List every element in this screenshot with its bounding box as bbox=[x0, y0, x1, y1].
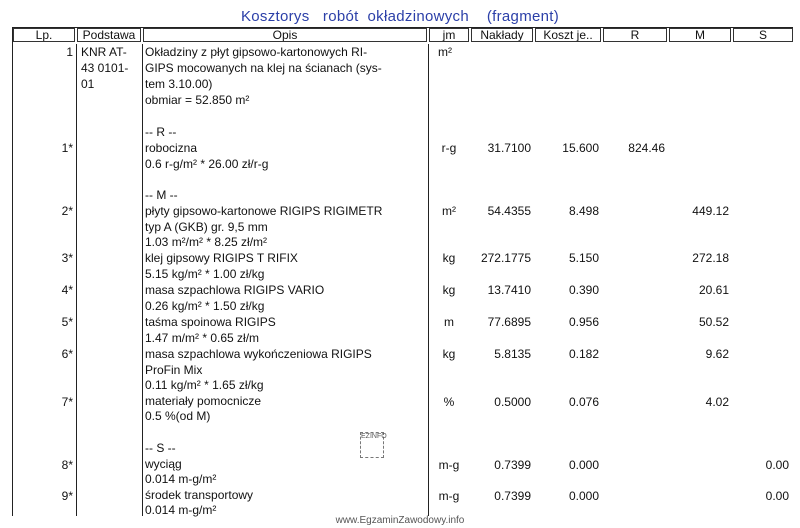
estimate-table bbox=[12, 27, 793, 516]
row-name-cont: ProFin Mix bbox=[145, 363, 203, 377]
row-koszt: 0.000 bbox=[568, 458, 599, 472]
row-naklady: 0.7399 bbox=[494, 458, 531, 472]
row-m: 9.62 bbox=[705, 347, 729, 361]
position-lp: 1 bbox=[66, 45, 73, 59]
position-podstawa-line: 43 0101- bbox=[81, 61, 129, 75]
row-jm: m² bbox=[442, 204, 456, 218]
row-name: masa szpachlowa RIGIPS VARIO bbox=[145, 283, 325, 297]
column-divider bbox=[142, 44, 143, 516]
row-naklady: 54.4355 bbox=[487, 204, 531, 218]
row-koszt: 0.390 bbox=[568, 283, 599, 297]
row-lp: 8* bbox=[61, 458, 73, 472]
row-lp: 2* bbox=[61, 204, 73, 218]
header-koszt: Koszt je.. bbox=[535, 28, 601, 42]
row-norm: 0.014 m-g/m² bbox=[145, 472, 217, 486]
footer-url: www.EgzaminZawodowy.info bbox=[335, 515, 465, 526]
table-header bbox=[13, 28, 793, 44]
row-lp: 6* bbox=[61, 347, 73, 361]
header-s: S bbox=[733, 28, 793, 42]
row-norm: 5.15 kg/m² * 1.00 zł/kg bbox=[145, 267, 265, 281]
row-naklady: 0.5000 bbox=[494, 395, 531, 409]
header-lp: Lp. bbox=[13, 28, 75, 42]
row-norm: 0.26 kg/m² * 1.50 zł/kg bbox=[145, 299, 265, 313]
row-koszt: 0.956 bbox=[568, 315, 599, 329]
position-opis-line: Okładziny z płyt gipsowo-kartonowych RI- bbox=[145, 45, 368, 59]
row-m: 4.02 bbox=[705, 395, 729, 409]
row-koszt: 15.600 bbox=[562, 141, 599, 155]
position-jm: m² bbox=[438, 45, 452, 59]
row-norm: 0.6 r-g/m² * 26.00 zł/r-g bbox=[145, 157, 269, 171]
row-name: robocizna bbox=[145, 141, 198, 155]
row-koszt: 8.498 bbox=[568, 204, 599, 218]
document-title: Kosztorys robót okładzinowych (fragment) bbox=[240, 8, 560, 25]
column-divider bbox=[428, 44, 429, 516]
row-jm: kg bbox=[442, 283, 456, 297]
row-norm: 0.5 %(od M) bbox=[145, 409, 211, 423]
position-opis-line: GIPS mocowanych na klej na ścianach (sys- bbox=[145, 61, 382, 75]
row-jm: r-g bbox=[441, 141, 457, 155]
header-podstawa: Podstawa bbox=[77, 28, 141, 42]
row-jm: % bbox=[443, 395, 455, 409]
row-name: materiały pomocnicze bbox=[145, 394, 262, 408]
row-m: 449.12 bbox=[692, 204, 729, 218]
section-s-label: -- S -- bbox=[145, 441, 176, 455]
row-lp: 5* bbox=[61, 315, 73, 329]
row-name: klej gipsowy RIGIPS T RIFIX bbox=[145, 251, 298, 265]
row-jm: m-g bbox=[438, 489, 460, 503]
row-norm: 0.014 m-g/m² bbox=[145, 503, 217, 517]
position-obmiar: obmiar = 52.850 m² bbox=[145, 93, 250, 107]
row-lp: 4* bbox=[61, 283, 73, 297]
row-lp: 3* bbox=[61, 251, 73, 265]
header-naklady: Nakłady bbox=[471, 28, 533, 42]
row-m: 50.52 bbox=[698, 315, 729, 329]
watermark-stamp: EZINFO bbox=[360, 432, 384, 458]
row-lp: 9* bbox=[61, 489, 73, 503]
row-jm: m bbox=[444, 315, 454, 329]
row-name: wyciąg bbox=[145, 457, 182, 471]
row-name: płyty gipsowo-kartonowe RIGIPS RIGIMETR bbox=[145, 204, 383, 218]
row-lp: 7* bbox=[61, 395, 73, 409]
header-r: R bbox=[603, 28, 667, 42]
row-naklady: 13.7410 bbox=[487, 283, 531, 297]
row-name: taśma spoinowa RIGIPS bbox=[145, 315, 276, 329]
header-jm: jm bbox=[429, 28, 469, 42]
row-koszt: 0.182 bbox=[568, 347, 599, 361]
row-jm: kg bbox=[442, 347, 456, 361]
position-podstawa-line: KNR AT- bbox=[81, 45, 127, 59]
row-naklady: 272.1775 bbox=[480, 251, 531, 265]
row-name: masa szpachlowa wykończeniowa RIGIPS bbox=[145, 347, 372, 361]
row-koszt: 5.150 bbox=[568, 251, 599, 265]
position-opis-line: tem 3.10.00) bbox=[145, 77, 213, 91]
row-s: 0.00 bbox=[765, 458, 789, 472]
row-naklady: 77.6895 bbox=[487, 315, 531, 329]
row-norm: 0.11 kg/m² * 1.65 zł/kg bbox=[145, 378, 264, 392]
row-name: środek transportowy bbox=[145, 488, 254, 502]
row-norm: 1.47 m/m² * 0.65 zł/m bbox=[145, 331, 260, 345]
row-s: 0.00 bbox=[765, 489, 789, 503]
row-norm: 1.03 m²/m² * 8.25 zł/m² bbox=[145, 235, 268, 249]
row-koszt: 0.076 bbox=[568, 395, 599, 409]
column-divider bbox=[76, 44, 77, 516]
position-podstawa-line: 01 bbox=[81, 77, 95, 91]
row-naklady: 0.7399 bbox=[494, 489, 531, 503]
row-naklady: 5.8135 bbox=[494, 347, 531, 361]
row-jm: kg bbox=[442, 251, 456, 265]
row-r: 824.46 bbox=[628, 141, 665, 155]
row-koszt: 0.000 bbox=[568, 489, 599, 503]
row-name-cont: typ A (GKB) gr. 9,5 mm bbox=[145, 220, 268, 234]
section-r-label: -- R -- bbox=[145, 125, 177, 139]
section-m-label: -- M -- bbox=[145, 188, 178, 202]
row-m: 272.18 bbox=[692, 251, 729, 265]
row-m: 20.61 bbox=[698, 283, 729, 297]
row-lp: 1* bbox=[61, 141, 73, 155]
row-naklady: 31.7100 bbox=[487, 141, 531, 155]
header-m: M bbox=[669, 28, 731, 42]
header-opis: Opis bbox=[143, 28, 427, 42]
row-jm: m-g bbox=[438, 458, 460, 472]
